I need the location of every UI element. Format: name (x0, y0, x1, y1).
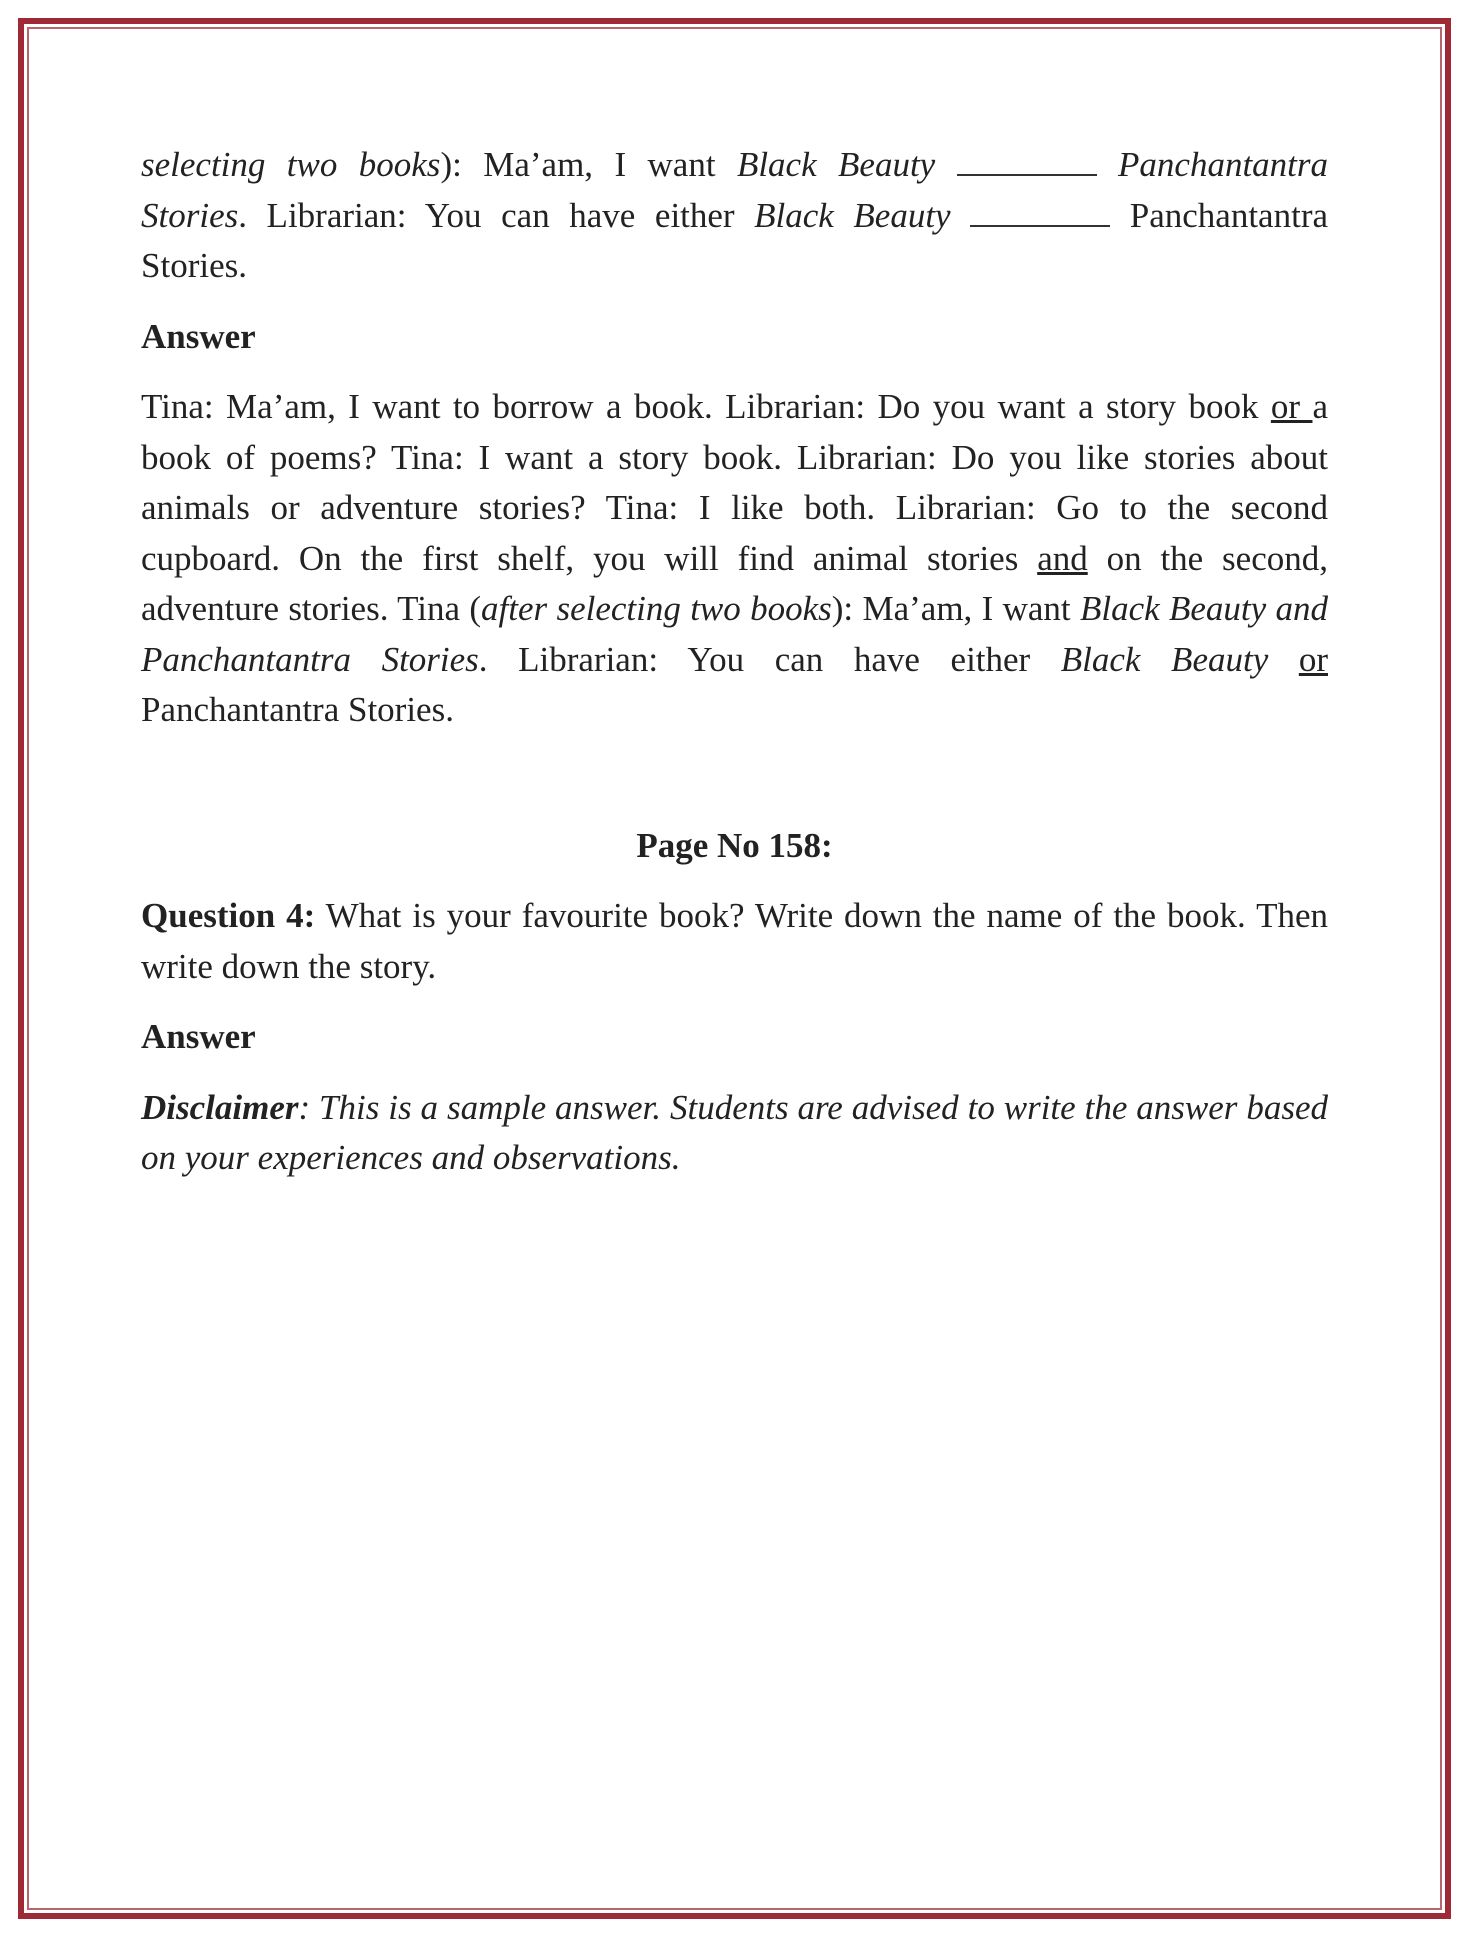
text: Panchantantra Stories. (141, 690, 454, 729)
underlined-text: and (1037, 538, 1088, 578)
italic-text: after selecting two books (481, 589, 832, 628)
text: . Librarian: You can have either (478, 639, 1061, 679)
question-4 (141, 891, 1328, 992)
question-tail (141, 140, 1328, 292)
page-heading: Page No 158: (636, 825, 833, 865)
disclaimer (141, 1083, 1328, 1184)
italic-text: Black Beauty (754, 195, 951, 235)
italic-text: Black Beauty and Panchantantra Stories (141, 589, 1328, 679)
text: ): Ma’am, I want (831, 589, 1080, 628)
text (1268, 640, 1299, 679)
document-content (141, 140, 1328, 1184)
answer-paragraph (141, 382, 1328, 736)
blank-line (957, 173, 1097, 176)
underlined-text: or (1270, 387, 1313, 426)
text: . Librarian: You can have either (238, 195, 755, 235)
blank-line (970, 224, 1110, 227)
answer-label: Answer (141, 316, 256, 356)
answer-label: Answer (141, 1017, 256, 1056)
italic-text: Panchantantra Stories (141, 145, 1329, 235)
text: Panchantantra Stories. (141, 195, 1329, 285)
question-text: What is your favourite book? Write down the name of the book. Then write down the story. (141, 896, 1328, 986)
text: a book of poems? Tina: I want a story book. Librarian: Do you like stories about animals or adventure stories? Tina: I like both. Librarian: Go to the second cupboard. On the first shelf, you will find animal stories (141, 387, 1329, 578)
text: on the second, adventure stories. Tina ( (141, 538, 1329, 628)
text: Tina: Ma’am, I want to borrow a book. Librarian: Do you want a story book (141, 387, 1271, 426)
underlined-text: or (1298, 639, 1328, 679)
italic-text: Black Beauty (1060, 639, 1269, 679)
italic-text: selecting two books (141, 145, 441, 184)
italic-text: Black Beauty (736, 145, 936, 184)
text: ): Ma’am, I want (440, 145, 737, 184)
disclaimer-label: Disclaimer (141, 1087, 299, 1127)
disclaimer-text: : This is a sample answer. Students are advised to write the answer based on your experiences and observations. (141, 1087, 1328, 1177)
question-label: Question 4: (141, 896, 316, 935)
